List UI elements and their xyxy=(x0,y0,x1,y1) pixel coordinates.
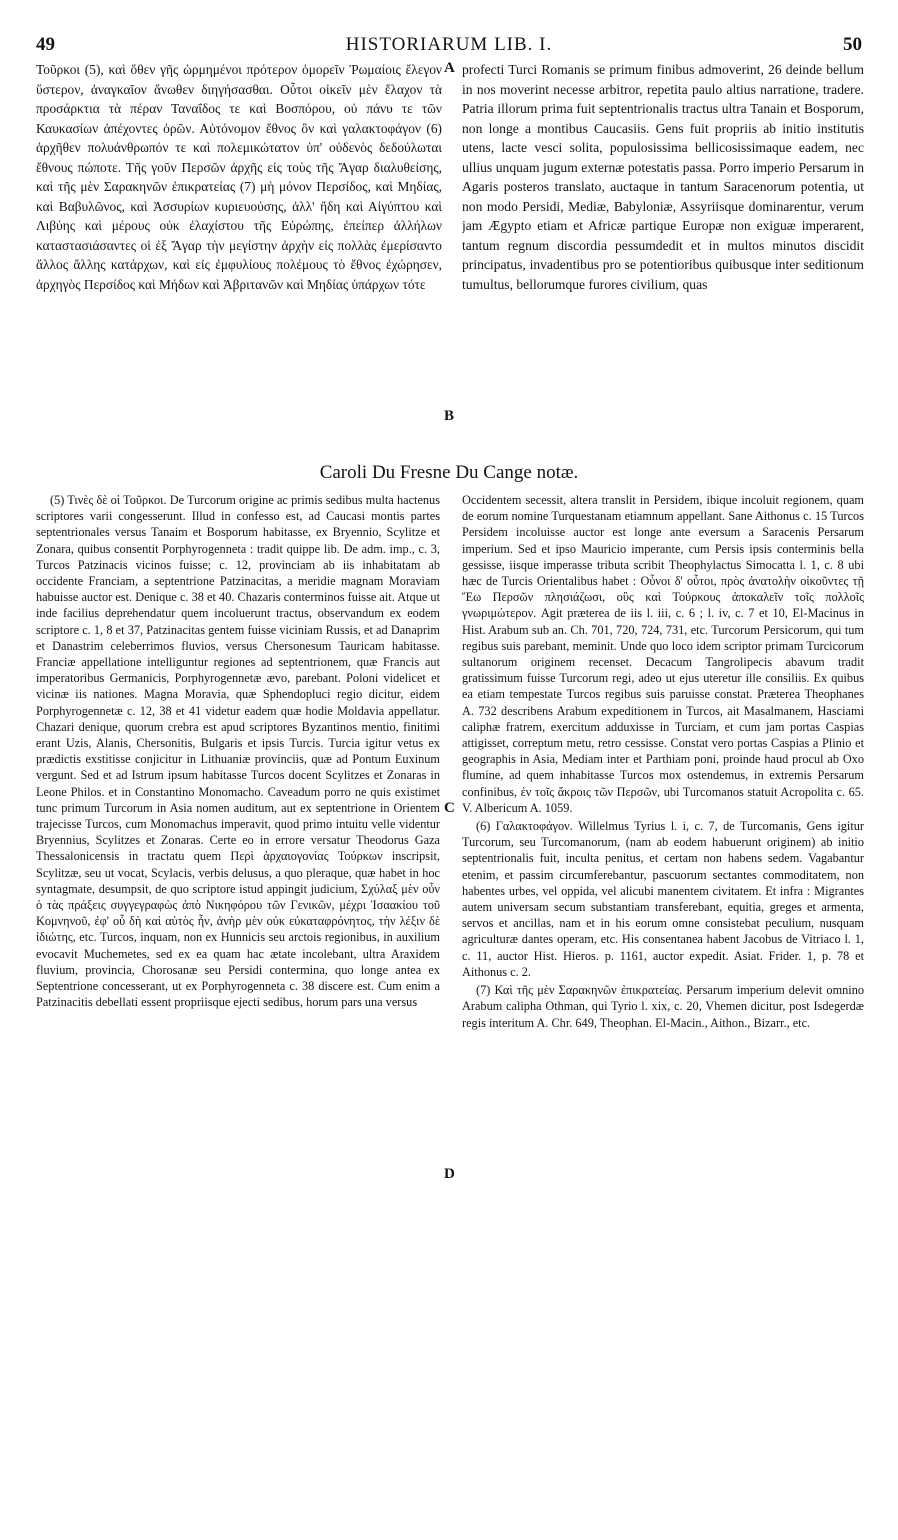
running-title: HISTORIARUM LIB. I. xyxy=(345,34,553,55)
margin-marker-a: A xyxy=(444,60,455,76)
page-number-left: 49 xyxy=(36,34,55,55)
latin-text-column xyxy=(462,60,864,294)
running-header xyxy=(36,34,862,58)
note-5: (5) Τινὲς δὲ οἱ Τοῦρκοι. De Turcorum origine ac primis sedibus multa hactenus scriptores varii congesserunt. Illud in confesso est, ad Caucasi montis partes septentrionales versus Tanaim et Bosporum habitasse, ex Bryennio, Scylitze et Zonara, quibus consentit Porphyrogenneta : tradit quippe lib. De adm. imp., c. 3, Turcos Patzinacis vicinos fuisse; c. 12, provinciam ab iis inhabitatam ab occidente Franciam, a septentrione Patzinacitas, a meridie magnam Moraviam habuisse auctor est. Denique c. 38 et 40. Chazaris conterminos fuisse ait. Atque ut inde facilius deprehendatur quem incoluerunt tractus, observandum ex eodem scriptore c. 1, 8 et 37, Patzinacitas gentem fuisse viciniam Russis, et ad Danaprim et Danastrim celeberrimos fluvios, versus Chersonesum Tauricam habitasse. Franciæ appellatione intelliguntur regiones ad septentrionem, quæ Francis aut imperatoribus Germanicis, Porphyrogennetæ ævo, parebant. Poloni videlicet et vicinæ iis nationes. Magna Moravia, quæ Sphendopluci regio dicitur, eidem Porphyrogennetæ c. 12, 38 et 41 videtur eadem quæ hodie Moldavia appellatur. Chazari denique, quorum crebra est apud scriptores Byzantinos mentio, finitimi erant Uzis, Alanis, Chersonitis, Bulgaris et ipsis Turcis. Turcia igitur vetus ex prædictis exstitisse conjicitur in Lithuaniæ provinciis, quæ ad Pontum Euxinum vergunt. Sed et ad Istrum ipsum habitasse Turcos docent Scylitzes et Zonaras in Leone Philos. et in Constantino Monomacho. Caveadum porro ne quis existimet tunc primum Turcorum in Asia nomen auditum, aut ex septentrione in Orientem trajecisse Turcos, cum Monomachus imperavit, quod primo intuitu velle videntur Bryennius, Scylitzes et Zonaras. Certe eo in errore versatur Theodorus Gaza Thessalonicensis in tractatu quem Περὶ ἀρχαιογονίας Τούρκων inscripsit, Scylitzæ, seu ut vocat, Scylacis, verbis delusus, a quo pleraque, quæ habet in hoc syntagmate, desumpsit, de quo scriptore istud appingit judicium, Σχύλαξ μὲν οὖν ὁ τὰς πράξεις συγγεγραφὼς ἀπὸ Νικηφόρου τῶν Γενικῶν, μέχρι Ἰσαακίου τοῦ Κομνηνοῦ, ἐφ' οὗ δὴ καὶ αὐτὸς ἦν, ἀνὴρ μὲν οὐκ εὐκαταφρόνητος, τὴν λέξιν δὲ ἰδιώτης, etc. Turcos, inquam, non ex Hunnicis seu arctois regionibus, in auxilium evocavit Muchemetes, sed ex ea quam hac ætate incolebant, ultra Araxidem fluvium, provincia, Chorosanæ seu Persidi contermina, quo longe antea ex Septentrione concesserant, ut ex Porphyrogenneta c. 38 discere est. Cum enim a Patzinacitis debellati essent propriisque ejecti sedibus, horum pars una versus xyxy=(36,493,440,1010)
note-7: (7) Καὶ τῆς μὲν Σαρακηνῶν ἐπικρατείας. Persarum imperium delevit omnino Arabum calipha Othman, qui Tyrio l. xix, c. 20, Vhemen dicitur, post Isdegerdæ regis interitum A. Chr. 649, Theophan. El-Macin., Aithon., Bizarr., etc. xyxy=(462,983,864,1030)
page-number-right: 50 xyxy=(843,34,862,55)
margin-marker-b: B xyxy=(444,408,455,424)
margin-marker-d: D xyxy=(444,1166,455,1182)
margin-marker-c: C xyxy=(444,800,455,816)
latin-text: profecti Turci Romanis se primum finibus admoverint, 26 deinde bellum in nos moverint necesse arbitror, repetita paulo altius narratione, tradere. Patria illorum prima fuit septentrionalis tractus ultra Tanain et Bosporum, non longe a montibus Caucasiis. Gens fuit propriis ab initio institutis utens, lacte vesci solita, populosissima bellicosissimaque eadem, nec ullius unquam jugum externæ potestatis passa. Porro imperio Persarum in Agaris posteros translato, auctaque in tantum Saracenorum potentia, ut non modo Persidi, Mediæ, Babyloniæ, Assyriisque dominarentur, verum jam Ægypto etiam et Africæ partique Europæ non exiguæ imperarent, tantum regnum discordia pessumdedit et in multos minutos discidit principatus, invadentibus pro se potentioribus quibusque inter seditionum tumultus, bellorumque furores civilium, quas xyxy=(462,62,864,292)
notes-right-column xyxy=(462,492,864,1031)
note-5-continued: Occidentem secessit, altera translit in Persidem, ibique incoluit regionem, quam de eorum nomine Turquestanam etiamnum appellant. Sane Aithonus c. 15 Turcos Persidem incoluisse auctor est longe ante eversum a Saracenis Persarum imperium. Sed et ipso Mauricio imperante, cum Persis ipsis conterminis bella gessisse, iisque imperasse tributa scribit Theophylactus Simocatta l. 1, c. 8 ubi hæc de Turcis Orientalibus habet : Οὗνοι δ' οὗτοι, πρὸς ἀνατολὴν οἰκοῦντες τῇ Ἕω Περσῶν πλησιάζωσι, οὓς καὶ Τούρκους ἀποκαλεῖν τοῖς πολλοῖς γνωριμώτερον. Agit præterea de iis l. iii, c. 6 ; l. iv, c. 7 et 10, El-Macinus in Hist. Arabum sub an. Ch. 701, 720, 724, 731, etc. Turcorum Persicorum, qui tum regibus suis parebant, meminit. Unde quo loco idem scriptor primam Turcicorum sultanorum originem recenset. Decacum Tangrolipecis abavum tradit gratissimum fuisse Turcorum regi, adeo ut ejus uteretur ille consiliis. Ex quibus ea etiam tempestate Turcos regibus suis paruisse constat. Præterea Theophanes A. 732 describens Arabum expeditionem in Turcos, ait Masalmanem, Hasciami caliphæ fratrem, exercitum adduxisse in Turciam, et cum jam portas Caspias attigisset, correptum metu, retro cessisse. Constat vero portas Caspias a Plinio et geographis in Asia, Mediam inter et Parthiam poni, proinde haud procul ab Oxo flumine, ad quem inhabitasse Turcos mox ostendemus, in extremis Persarum confinibus, ἐν τοῖς ἄκροις τῶν Περσῶν, ubi Turcomanos statuit Acropolita c. 65. V. Albericum A. 1059. xyxy=(462,493,864,815)
greek-text: Τοῦρκοι (5), καὶ ὅθεν γῆς ὡρμημένοι πρότερον ὁμορεῖν Ῥωμαίοις ἔλεγον ὕστερον, ἀναγκαῖον ἄνωθεν διηγήσασθαι. Οὗτοι οἰκεῖν μὲν ἔλαχον τὰ προσάρκτια τὰ πέραν Ταναΐδος τε καὶ Βοσπόρου, οὐ πάνυ τε τῶν Καυκασίων ἀπέχοντες ὀρῶν. Αὐτόνομον ἔθνος ὂν καὶ γαλακτοφάγον (6) ἀρχῆθεν πολυάνθρωπόν τε καὶ πολεμικώτατον ὑπ' οὐδενὸς δεδούλωται ἔθνους πώποτε. Τῆς γοῦν Περσῶν ἀρχῆς εἰς τοὺς τῆς Ἄγαρ διαλυθείσης, καὶ τῆς μὲν Σαρακηνῶν ἐπικρατείας (7) μὴ μόνον Περσίδος, καὶ Μηδίας, καὶ Βαβυλῶνος, καὶ Ἀσσυρίων κυριευούσης, ἀλλ' ἤδη καὶ Αἰγύπτου καὶ Λιβύης καὶ μέρους οὐκ ἐλαχίστου τῆς Εὐρώπης, ἐπείπερ ἀλλήλων καταστασιάσαντες οἱ ἐξ Ἄγαρ τὴν μεγίστην ἀρχὴν εἰς πολλὰς ἐμερίσαντο ἄλλος ἄλλης κατάρχων, καὶ εἰς ἐμφυλίους πολέμους τὸ ἔθνος ἐχώρησεν, ἀρχηγὸς Περσίδος καὶ Μήδων καὶ Ἀβριτανῶν καὶ Μηδίας ὑπάρχων τότε xyxy=(36,62,442,292)
notes-left-column xyxy=(36,492,440,1011)
note-6: (6) Γαλακτοφάγον. Willelmus Tyrius l. i, c. 7, de Turcomanis, Gens igitur Turcorum, seu Turcomanorum, (nam ab eodem habuerunt originem) ab initio septentrionalis fuit, inculta penitus, et certam non habens sedem. Vagabantur etenim, et passim circumferebantur, pascuorum sectantes commoditatem, non habentes urbes, vel oppida, vel alicubi manentem civitatem. Et infra : Migrantes autem universam secum substantiam transferebant, equitia, greges et armenta, servos et ancillas, nam et in his eorum omne consistebat peculium, nusquam agriculturæ dantes operam, etc. His consentanea habent Jacobus de Vitriaco l. 1, c. 11, auctor Hist. Hieros. p. 1161, auctor expedit. Asiat. Frider. 1, p. 78 et Aithonus c. 2. xyxy=(462,819,864,979)
notes-heading: Caroli Du Fresne Du Cange notæ. xyxy=(319,462,579,483)
greek-text-column xyxy=(36,60,442,294)
